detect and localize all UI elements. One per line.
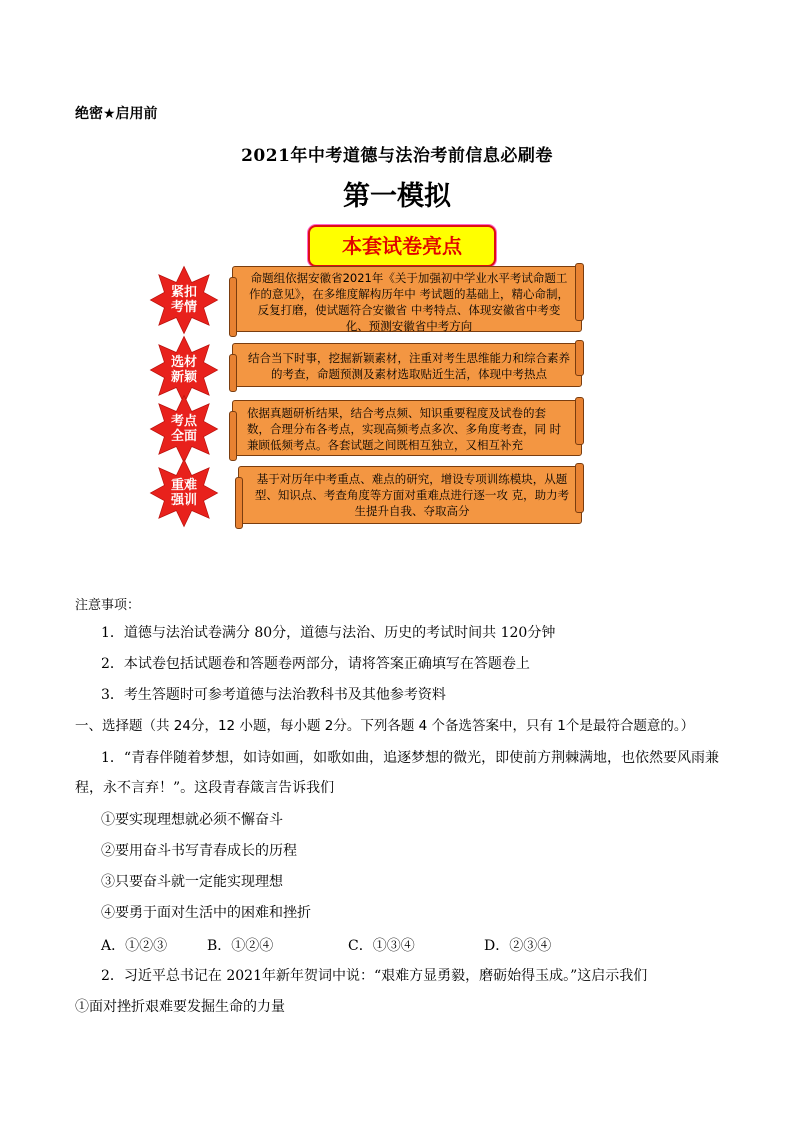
badge-label-2: 选材 新颖 [170, 355, 197, 385]
badge-label-4: 重难 强训 [170, 478, 197, 508]
q2-stem: 2．习近平总书记在 2021年新年贺词中说：“艰难方显勇毅，磨砺始得玉成。”这启示我们 [101, 968, 648, 984]
q1-choice-d[interactable]: D．②③④ [484, 938, 552, 954]
q2-option-1: ①面对挫折艰难要发掘生命的力量 [75, 999, 285, 1015]
badge-star-3 [149, 394, 219, 464]
highlights-heading: 本套试卷亮点 [308, 225, 496, 267]
highlight-scroll-3: 依据真题研析结果，结合考点频、知识重要程度及试卷的套 数，合理分布各考点，实现高频考点多次、多角度考查，同 时兼顾低频考点。各套试题之间既相互独立，又相互补充 [232, 400, 582, 456]
q1-stem-line1: 1．“青春伴随着梦想，如诗如画，如歌如曲，追逐梦想的微光，即使前方荆棘满地，也依然要风雨兼 [101, 750, 720, 766]
q1-choice-a[interactable]: A．①②③ [101, 938, 168, 954]
notice-item-2: 2．本试卷包括试题卷和答题卷两部分，请将答案正确填写在答题卷上 [101, 656, 530, 672]
badge-star-1 [149, 265, 219, 335]
q1-choice-c[interactable]: C．①③④ [348, 938, 415, 954]
badge-label-1: 紧扣 考情 [170, 285, 197, 315]
q1-option-2: ②要用奋斗书写青春成长的历程 [101, 843, 297, 859]
highlight-scroll-2: 结合当下时事，挖掘新颖素材，注重对考生思维能力和综合素养的考查，命题预测及素材选取贴近生活，体现中考热点 [232, 343, 582, 387]
highlight-scroll-4: 基于对历年中考重点、难点的研究，增设专项训练模块，从题型、知识点、考查角度等方面对重难点进行逐一攻 克，助力考生提升自我、夺取高分 [238, 466, 582, 524]
badge-star-4 [149, 458, 219, 528]
q1-choice-b[interactable]: B．①②④ [207, 938, 274, 954]
notice-heading: 注意事项： [75, 598, 141, 613]
confidential-label: 绝密★启用前 [75, 106, 158, 122]
q1-option-1: ①要实现理想就必须不懈奋斗 [101, 812, 283, 828]
exam-title: 2021年中考道德与法治考前信息必刷卷 [241, 146, 553, 166]
q1-option-3: ③只要奋斗就一定能实现理想 [101, 874, 283, 890]
exam-subtitle: 第一模拟 [343, 181, 451, 212]
q1-option-4: ④要勇于面对生活中的困难和挫折 [101, 905, 311, 921]
badge-label-3: 考点 全面 [170, 414, 197, 444]
highlight-scroll-1: 命题组依据安徽省2021年《关于加强初中学业水平考试命题工作的意见》，在多维度解构历年中 考试题的基础上，精心命制，反复打磨，使试题符合安徽省 中考特点、体现安徽省中考变化、预测安徽省中考方向 [232, 266, 582, 332]
section-heading: 一、选择题（共 24分，12 小题，每小题 2分。下列各题 4 个备选答案中，只有 1个是最符合题意的。） [75, 718, 695, 734]
q1-stem-line2: 程，永不言弃！”。这段青春箴言告诉我们 [75, 780, 335, 796]
notice-item-1: 1．道德与法治试卷满分 80分，道德与法治、历史的考试时间共 120分钟 [101, 625, 556, 641]
notice-item-3: 3．考生答题时可参考道德与法治教科书及其他参考资料 [101, 687, 446, 703]
